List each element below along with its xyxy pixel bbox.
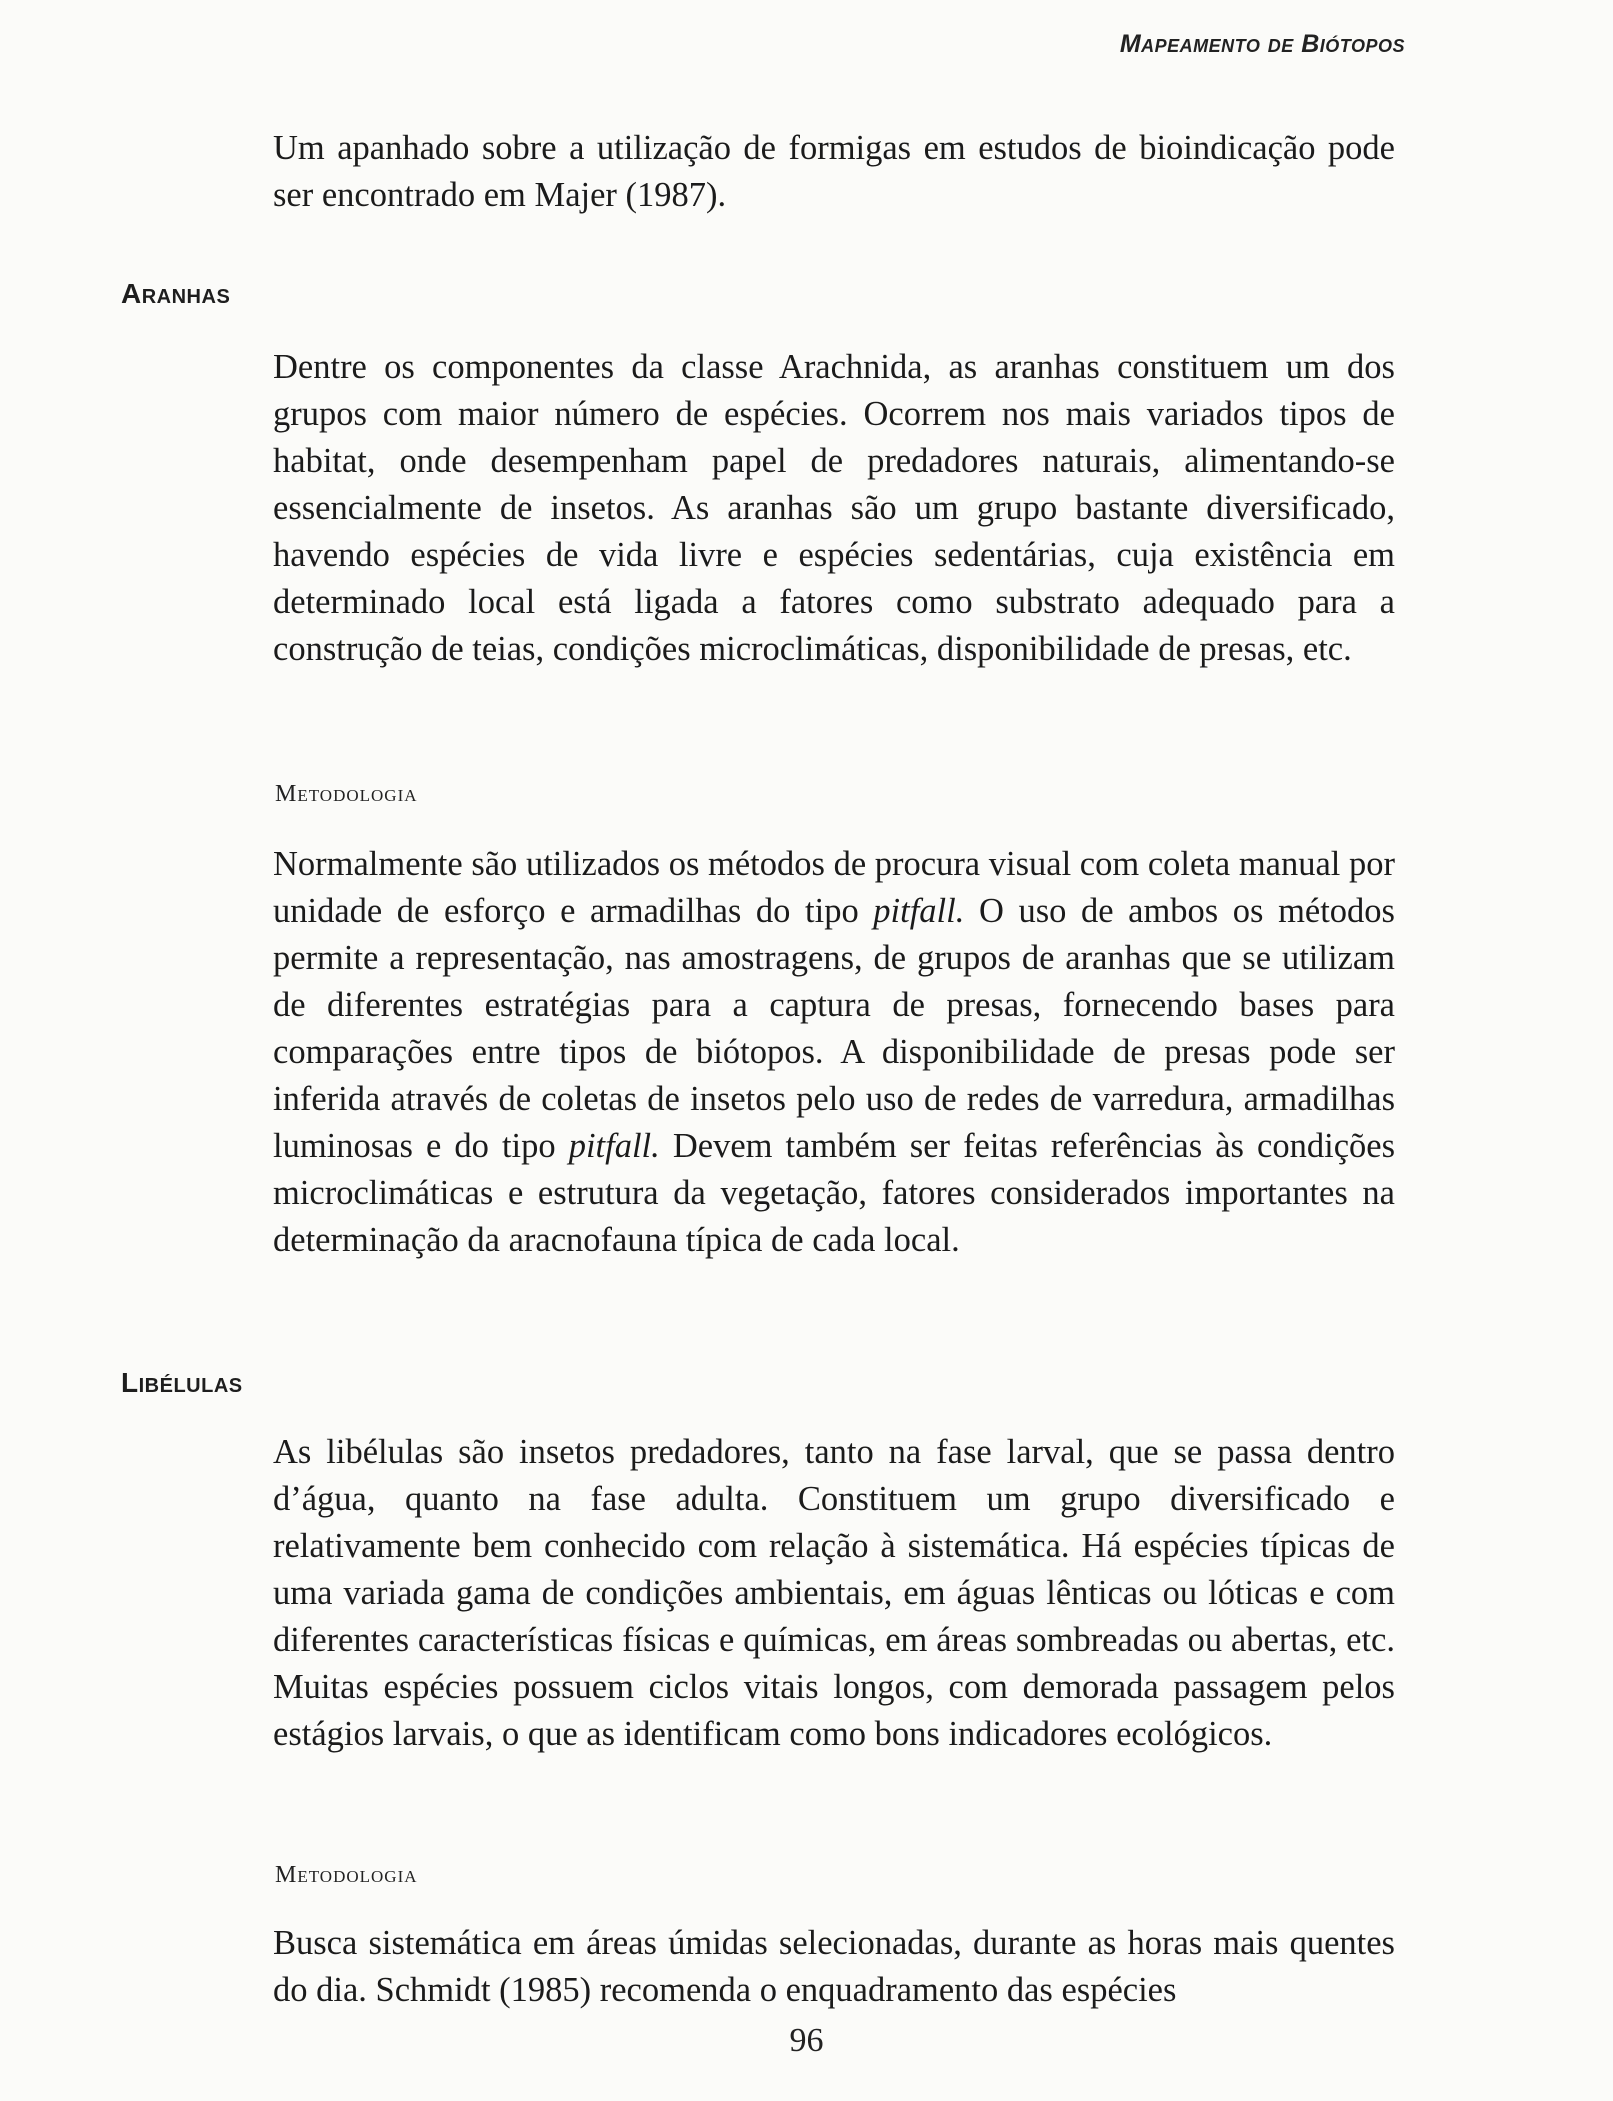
subheading-metodologia-libelulas: Metodologia [275,1862,418,1888]
section-heading-libelulas: Libélulas [121,1367,243,1398]
libelulas-method-paragraph: Busca sistemática em áreas úmidas selecionadas, durante as horas mais quentes do dia. Schmidt (1985) recomenda o enquadramento das espécies [273,1924,1395,2009]
running-header: Mapeamento de Biótopos [1119,30,1405,58]
page-number: 96 [789,2022,824,2059]
aranhas-method-paragraph: Normalmente são utilizados os métodos de procura visual com coleta manual por unidade de esforço e armadilhas do tipo pitfall. O uso de ambos os métodos permite a representação, nas amostragens, de grupos de aranhas que se utilizam de diferentes estratégias para a captura de presas, fornecendo bases para comparações entre tipos de biótopos. A disponibilidade de presas pode ser inferida através de coletas de insetos pelo uso de redes de varredura, armadilhas luminosas e do tipo pitfall. Devem também ser feitas referências às condições microclimáticas e estrutura da vegetação, fatores considerados importantes na determinação da aracnofauna típica de cada local. [273,845,1395,1259]
aranhas-paragraph: Dentre os componentes da classe Arachnida, as aranhas constituem um dos grupos com maior número de espécies. Ocorrem nos mais variados tipos de habitat, onde desempenham papel de predadores naturais, alimentando-se essencialmente de insetos. As aranhas são um grupo bastante diversificado, havendo espécies de vida livre e espécies sedentárias, cuja existência em determinado local está ligada a fatores como substrato adequado para a construção de teias, condições microclimáticas, disponibilidade de presas, etc. [273,348,1395,668]
intro-paragraph: Um apanhado sobre a utilização de formigas em estudos de bioindicação pode ser encontrado em Majer (1987). [273,129,1395,214]
subheading-metodologia-aranhas: Metodologia [275,781,418,807]
section-heading-aranhas: Aranhas [121,278,231,309]
libelulas-paragraph: As libélulas são insetos predadores, tanto na fase larval, que se passa dentro d’água, quanto na fase adulta. Constituem um grupo diversificado e relativamente bem conhecido com relação à sistemática. Há espécies típicas de uma variada gama de condições ambientais, em águas lênticas ou lóticas e com diferentes características físicas e químicas, em áreas sombreadas ou abertas, etc. Muitas espécies possuem ciclos vitais longos, com demorada passagem pelos estágios larvais, o que as identificam como bons indicadores ecológicos. [273,1433,1395,1753]
